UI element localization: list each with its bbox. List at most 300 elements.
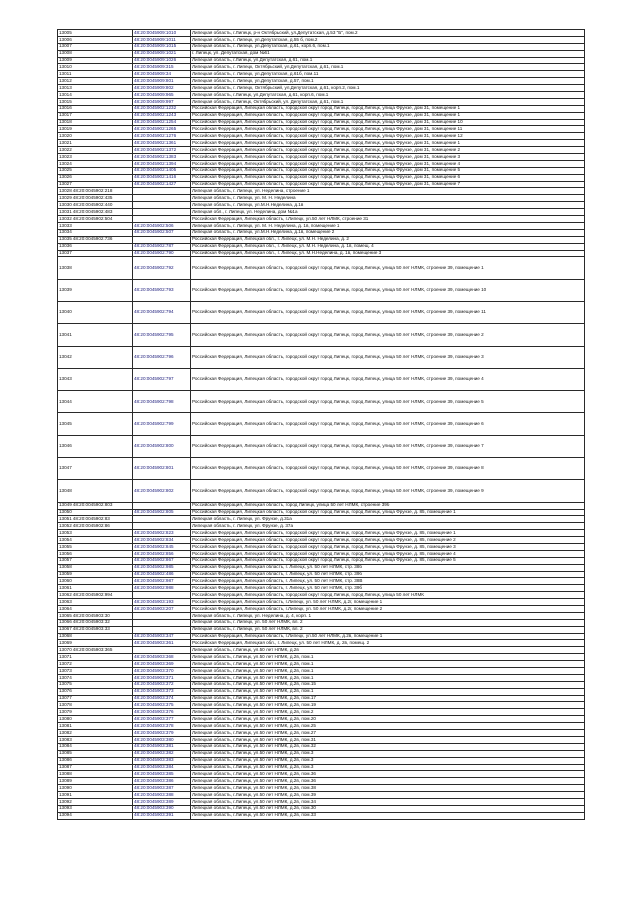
address-cell: Российская Федерация, Липецкая область, городской округ город Липецк, город Липецк, улица 50 лет НЛМК, строение 39, помещение 1 <box>191 257 585 279</box>
record-number: 13067 <box>59 626 72 632</box>
record-cell <box>58 30 133 37</box>
record-cell <box>58 654 133 661</box>
address-cell: Российская Федерация, Липецкая обл., г. Липецк, ул. М.Н. Неделина, д. 2 <box>191 236 585 243</box>
address-cell: Липецкая область, г.Липецк, ул.50 лет НЛМК, д.2в, пом.38 <box>191 785 585 792</box>
premises-cadastral-number: 48:20:0045903:382 <box>133 750 191 757</box>
table-row <box>58 778 585 785</box>
record-number: 13023 <box>59 153 72 159</box>
premises-cadastral-number: 48:20:0045909:1026 <box>133 57 191 64</box>
premises-cadastral-number: 48:20:0045903:368 <box>133 654 191 661</box>
table-row <box>58 661 585 668</box>
record-cell <box>58 57 133 64</box>
table-row <box>58 57 585 64</box>
address-cell: Липецкая область, г. Липецк, ул. Фрунзе, д.31а <box>191 516 585 523</box>
address-cell: Российская Федерация, Липецкая область, городской округ город Липецк, город Липецк, улица Фрунзе, д. 85, помещение 1 <box>191 530 585 537</box>
premises-cadastral-number: 48:20:0045909:34 <box>133 71 191 78</box>
address-cell: Липецкая область, г. Липецк, ул. 50 лет НЛМК, вл. 2 <box>191 626 585 633</box>
table-row <box>58 626 585 633</box>
record-number: 13051 <box>59 516 72 522</box>
address-cell: Российская Федерация, Липецкая область, городской округ город Липецк, город Липецк, улица Фрунзе, дом 31, помещение 6 <box>191 174 585 181</box>
record-number: 13071 <box>59 653 72 659</box>
address-cell: Липецкая область, г.Липецк, ул.50 лет НЛМК, д.2в, пом.39 <box>191 792 585 799</box>
table-row <box>58 195 585 202</box>
premises-cadastral-number: 48:20:0045902:796 <box>133 346 191 368</box>
table-row <box>58 702 585 709</box>
record-cell <box>58 250 133 257</box>
record-cell <box>58 523 133 530</box>
record-cell <box>58 530 133 537</box>
table-row <box>58 757 585 764</box>
record-cell <box>58 647 133 654</box>
record-cell <box>58 792 133 799</box>
record-number: 13090 <box>59 784 72 790</box>
building-cadastral-number: 48:20:0045902:483 <box>72 208 113 214</box>
table-row <box>58 105 585 112</box>
premises-cadastral-number: 48:20:0045903:207 <box>133 606 191 613</box>
record-number: 13006 <box>59 36 72 42</box>
record-cell <box>58 785 133 792</box>
record-cell <box>58 571 133 578</box>
table-row <box>58 140 585 147</box>
record-cell <box>58 695 133 702</box>
address-cell: Российская Федерация, Липецкая область, городской округ город Липецк, город Липецк, улица 50 лет НЛМК, строение 39, помещение 9 <box>191 480 585 502</box>
record-cell <box>58 509 133 516</box>
record-number: 13065 <box>59 612 72 618</box>
record-cell <box>58 279 133 301</box>
record-cell <box>58 126 133 133</box>
record-cell <box>58 771 133 778</box>
record-cell <box>58 112 133 119</box>
address-cell: Липецкая область, г.Липецк, ул.50 лет НЛМК, д.2в, пом.27 <box>191 730 585 737</box>
premises-cadastral-number: 48:20:0045902:794 <box>133 301 191 323</box>
table-row <box>58 785 585 792</box>
record-cell <box>58 640 133 647</box>
registry-table-body <box>58 30 585 820</box>
record-cell <box>58 716 133 723</box>
table-row <box>58 619 585 626</box>
address-cell: Российская Федерация, Липецкая область, г. Липецк, ул. 50 лет НЛМК, стр. 39б <box>191 585 585 592</box>
address-cell: Липецкая область, г.Липецк, ул.50 лет НЛМК, д.2в, пом.2 <box>191 709 585 716</box>
address-cell: Российская Федерация, Липецкая область, городской округ город Липецк, город Липецк, улица Фрунзе, д. 85, помещение 1 <box>191 509 585 516</box>
address-cell: Липецкая обл., г. Липецк, ул. Неделина, дом №1а <box>191 209 585 216</box>
premises-cadastral-number: 48:20:0045902:1254 <box>133 119 191 126</box>
record-cell <box>58 92 133 99</box>
table-row <box>58 805 585 812</box>
record-number: 13013 <box>59 84 72 90</box>
record-number: 13078 <box>59 702 72 708</box>
record-number: 13054 <box>59 536 72 542</box>
record-cell <box>58 585 133 592</box>
premises-cadastral-number <box>133 216 191 223</box>
address-cell: Липецкая область, г.Липецк, ул.50 лет НЛМК, д.2в, пом.36 <box>191 778 585 785</box>
record-number: 13034 <box>59 229 72 235</box>
record-number: 13045 <box>59 420 72 426</box>
record-number: 13052 <box>59 522 72 528</box>
table-row <box>58 257 585 279</box>
record-number: 13044 <box>59 398 72 404</box>
record-cell <box>58 229 133 236</box>
record-number: 13016 <box>59 105 72 111</box>
premises-cadastral-number: 48:20:0045903:375 <box>133 702 191 709</box>
table-row <box>58 502 585 509</box>
record-number: 13055 <box>59 543 72 549</box>
record-cell <box>58 633 133 640</box>
record-number: 13081 <box>59 722 72 728</box>
address-cell: Российская Федерация, Липецкая область, городской округ город Липецк, город Липецк, улица Фрунзе, дом 31, помещение 7 <box>191 181 585 188</box>
premises-cadastral-number: 48:20:0045903:381 <box>133 743 191 750</box>
address-cell: Российская Федерация, Липецкая область, городской округ город Липецк, город Липецк, улица 50 лет НЛМК, строение 39, помещение 4 <box>191 368 585 390</box>
record-cell <box>58 50 133 57</box>
premises-cadastral-number: 48:20:0045903:371 <box>133 674 191 681</box>
address-cell: Липецкая область, г.Липецк, ул.50 лет НЛМК, д.2в, пом.1 <box>191 661 585 668</box>
table-row <box>58 592 585 599</box>
table-row <box>58 798 585 805</box>
premises-cadastral-number: 48:20:0045902:1243 <box>133 112 191 119</box>
table-row <box>58 202 585 209</box>
address-cell: г. Липецк, ул. Депутатская, дом №61 <box>191 50 585 57</box>
table-row <box>58 730 585 737</box>
table-row <box>58 71 585 78</box>
record-number: 13014 <box>59 91 72 97</box>
table-row <box>58 413 585 435</box>
premises-cadastral-number: 48:20:0045909:997 <box>133 98 191 105</box>
record-number: 13035 <box>59 236 72 242</box>
address-cell: Российская Федерация, Липецкая область, городской округ город Липецк, город Липецк, улица Фрунзе, дом 31, помещение 12 <box>191 133 585 140</box>
record-cell <box>58 346 133 368</box>
premises-cadastral-number: 48:20:0045902:1372 <box>133 147 191 154</box>
record-number: 13010 <box>59 64 72 70</box>
record-number: 13086 <box>59 757 72 763</box>
premises-cadastral-number: 48:20:0045903:361 <box>133 640 191 647</box>
record-number: 13043 <box>59 376 72 382</box>
record-number: 13032 <box>59 215 72 221</box>
record-number: 13061 <box>59 584 72 590</box>
record-cell <box>58 564 133 571</box>
table-row <box>58 812 585 819</box>
premises-cadastral-number: 48:20:0045902:787 <box>133 243 191 250</box>
record-cell <box>58 502 133 509</box>
address-cell: Российская Федерация, Липецкая область, город Липецк, улица 50 лет НЛМК, строение 39б <box>191 502 585 509</box>
address-cell: Российская Федерация, Липецкая область, г. Липецк, ул. 50 лет НЛМК, стр. 38В <box>191 578 585 585</box>
record-cell <box>58 619 133 626</box>
record-number: 13027 <box>59 181 72 187</box>
premises-cadastral-number: 48:20:0045903:389 <box>133 798 191 805</box>
table-row <box>58 606 585 613</box>
address-cell: Российская Федерация, Липецкая область, г.Липецк, ул.50 лет НЛМК, строение 31 <box>191 216 585 223</box>
record-cell <box>58 537 133 544</box>
building-cadastral-number: 48:20:0045903:365 <box>72 647 113 652</box>
table-row <box>58 736 585 743</box>
address-cell: Липецкая область, г. Липецк, ул. М. Н. Неделина, д. 1в, помещение 1 <box>191 222 585 229</box>
table-row <box>58 229 585 236</box>
table-row <box>58 633 585 640</box>
record-number: 13089 <box>59 777 72 783</box>
premises-cadastral-number: 48:20:0045902:1416 <box>133 174 191 181</box>
record-number: 13011 <box>59 70 72 76</box>
premises-cadastral-number <box>133 502 191 509</box>
address-cell: Российская Федерация, Липецкая область, городской округ город Липецк, город Липецк, улица Фрунзе, дом 31, помещение 11 <box>191 126 585 133</box>
premises-cadastral-number <box>133 647 191 654</box>
record-cell <box>58 730 133 737</box>
record-cell <box>58 119 133 126</box>
record-cell <box>58 612 133 619</box>
record-number: 13012 <box>59 77 72 83</box>
address-cell: Российская Федерация, Липецкая область, городской округ город Липецк, город Липецк, улица Фрунзе, дом 31, помещение 10 <box>191 119 585 126</box>
premises-cadastral-number: 48:20:0045903:369 <box>133 661 191 668</box>
building-cadastral-number: 48:20:0045902:736 <box>72 236 113 242</box>
premises-cadastral-number: 48:20:0045902:805 <box>133 509 191 516</box>
record-number: 13019 <box>59 126 72 132</box>
premises-cadastral-number: 48:20:0045902:856 <box>133 550 191 557</box>
table-row <box>58 647 585 654</box>
premises-cadastral-number: 48:20:0045903:384 <box>133 764 191 771</box>
record-number: 13007 <box>59 43 72 49</box>
table-row <box>58 578 585 585</box>
table-row <box>58 640 585 647</box>
table-row <box>58 64 585 71</box>
premises-cadastral-number: 48:20:0045903:391 <box>133 812 191 819</box>
record-cell <box>58 661 133 668</box>
record-cell <box>58 480 133 502</box>
table-row <box>58 133 585 140</box>
record-number: 13059 <box>59 571 72 577</box>
address-cell: Липецкая область, г.Липецк, ул.Депутатская, д.61, пом.1 <box>191 57 585 64</box>
record-number: 13008 <box>59 50 72 56</box>
table-row <box>58 92 585 99</box>
premises-cadastral-number: 48:20:0045909:802 <box>133 85 191 92</box>
premises-cadastral-number: 48:20:0045902:985 <box>133 564 191 571</box>
table-row <box>58 160 585 167</box>
address-cell: Липецкая область, г.Липецк, ул.50 лет НЛМК, д.2в, пом.31 <box>191 736 585 743</box>
record-cell <box>58 236 133 243</box>
table-row <box>58 174 585 181</box>
record-number: 13009 <box>59 57 72 63</box>
record-cell <box>58 324 133 346</box>
table-row <box>58 564 585 571</box>
record-cell <box>58 668 133 675</box>
table-row <box>58 716 585 723</box>
record-number: 13088 <box>59 771 72 777</box>
record-number: 13033 <box>59 222 72 228</box>
record-cell <box>58 413 133 435</box>
address-cell: Российская Федерация, Липецкая область, г. Липецк, ул. 50 лет НЛМК, стр. 38б <box>191 564 585 571</box>
record-cell <box>58 688 133 695</box>
address-cell: Липецкая область, г. Липецк, ул.Депутатская, д.55 б, пом.2 <box>191 36 585 43</box>
table-row <box>58 585 585 592</box>
record-number: 13049 <box>59 502 72 508</box>
table-row <box>58 126 585 133</box>
record-cell <box>58 578 133 585</box>
premises-cadastral-number <box>133 202 191 209</box>
record-cell <box>58 743 133 750</box>
premises-cadastral-number: 48:20:0045903:370 <box>133 668 191 675</box>
record-number: 13028 <box>59 188 72 194</box>
premises-cadastral-number: 48:20:0045902:987 <box>133 578 191 585</box>
record-cell <box>58 723 133 730</box>
record-cell <box>58 757 133 764</box>
address-cell: Липецкая область, г.Липецк, ул.50 лет НЛМК, д.2в, пом.1 <box>191 668 585 675</box>
premises-cadastral-number: 48:20:0045902:506 <box>133 222 191 229</box>
table-row <box>58 188 585 195</box>
record-cell <box>58 764 133 771</box>
premises-cadastral-number: 48:20:0045909:1015 <box>133 43 191 50</box>
table-row <box>58 391 585 413</box>
address-cell: Липецкая область, г. Липецк, ул. Неделина, строение 1 <box>191 188 585 195</box>
address-cell: Липецкая область, г.Липецк, ул.50 лет НЛМК, д.2в, пом.3 <box>191 757 585 764</box>
table-row <box>58 222 585 229</box>
address-cell: Российская Федерация, Липецкая область, городской округ город Липецк, город Липецк, улица Фрунзе, дом 31, помещение 1 <box>191 140 585 147</box>
premises-cadastral-number: 48:20:0045902:1405 <box>133 167 191 174</box>
address-cell: Российская Федерация, Липецкая область, городской округ город Липецк, город Липецк, улица 50 лет НЛМК, строение 39, помещение 11 <box>191 301 585 323</box>
record-number: 13087 <box>59 764 72 770</box>
table-row <box>58 550 585 557</box>
record-number: 13062 <box>59 591 72 597</box>
record-number: 13085 <box>59 750 72 756</box>
table-row <box>58 681 585 688</box>
record-cell <box>58 798 133 805</box>
record-number: 13025 <box>59 167 72 173</box>
address-cell: Российская Федерация, Липецкая обл., г. Липецк, ул. М.Н.Неделина, д. 1в, помещение 3 <box>191 250 585 257</box>
record-cell <box>58 216 133 223</box>
record-cell <box>58 243 133 250</box>
record-cell <box>58 516 133 523</box>
record-number: 13058 <box>59 564 72 570</box>
premises-cadastral-number: 48:20:0045903:380 <box>133 736 191 743</box>
address-cell: Российская Федерация, Липецкая область, городской округ город Липецк, город Липецк, улица Фрунзе, дом 31, помещение 4 <box>191 160 585 167</box>
premises-cadastral-number <box>133 619 191 626</box>
premises-cadastral-number <box>133 188 191 195</box>
premises-cadastral-number: 48:20:0045902:834 <box>133 537 191 544</box>
record-cell <box>58 592 133 599</box>
record-number: 13036 <box>59 243 72 249</box>
building-cadastral-number: 48:20:0045903:33 <box>72 626 110 632</box>
record-cell <box>58 36 133 43</box>
address-cell: Российская Федерация, Липецкая область, городской округ город Липецк, город Липецк, улица Фрунзе, дом 31, помещение 3 <box>191 154 585 161</box>
address-cell: Липецкая область, г. Липецк, ул. 50 лет НЛМК, вл. 2 <box>191 619 585 626</box>
record-cell <box>58 78 133 85</box>
address-cell: Липецкая область, г.Липецк, ул.50 лет НЛМК, д.2в, пом.36 <box>191 771 585 778</box>
table-row <box>58 695 585 702</box>
address-cell: Липецкая область, г.Липецк, р-н Октябрьский, ул.Депутатская, д.53 "Б", пом.2 <box>191 30 585 37</box>
record-cell <box>58 188 133 195</box>
record-cell <box>58 43 133 50</box>
address-cell: Российская Федерация, Липецкая область, городской округ город Липецк, город Липецк, улица Фрунзе, д. 85, помещение 3 <box>191 544 585 551</box>
table-row <box>58 98 585 105</box>
record-number: 13094 <box>59 812 72 818</box>
building-cadastral-number: 48:20:0045902:86 <box>72 522 110 528</box>
record-cell <box>58 85 133 92</box>
record-number: 13056 <box>59 550 72 556</box>
record-cell <box>58 147 133 154</box>
table-row <box>58 346 585 368</box>
address-cell: Российская Федерация, Липецкая область, г.Липецк, ул.50 лет НЛМК, д.2в, помещение 1 <box>191 633 585 640</box>
record-number: 13015 <box>59 98 72 104</box>
address-cell: Липецкая область, г. Липецк, ул.Депутатская, д.57, пом.1 <box>191 78 585 85</box>
premises-cadastral-number: 48:20:0045902:793 <box>133 279 191 301</box>
record-number: 13075 <box>59 681 72 687</box>
premises-cadastral-number: 48:20:0045902:1361 <box>133 140 191 147</box>
table-row <box>58 544 585 551</box>
record-number: 13084 <box>59 743 72 749</box>
table-row <box>58 243 585 250</box>
premises-cadastral-number: 48:20:0045909:315 <box>133 64 191 71</box>
record-number: 13057 <box>59 557 72 563</box>
table-row <box>58 599 585 606</box>
address-cell: Липецкая область, г. Липецк, ул.Депутатская, д.61б, пом.11 <box>191 71 585 78</box>
building-cadastral-number: 48:20:0045902:435 <box>72 195 113 201</box>
premises-cadastral-number <box>133 236 191 243</box>
record-number: 13076 <box>59 688 72 694</box>
table-row <box>58 236 585 243</box>
address-cell: Липецкая область, г. Липецк, ул.М.Н.Неделина, д.1в <box>191 202 585 209</box>
address-cell: Липецкая область, г.Липецк, ул.50 лет НЛМК, д.2в, пом.17 <box>191 695 585 702</box>
record-number: 13069 <box>59 640 72 646</box>
record-cell <box>58 736 133 743</box>
record-cell <box>58 812 133 819</box>
record-cell <box>58 64 133 71</box>
record-number: 13046 <box>59 443 72 449</box>
record-number: 13064 <box>59 605 72 611</box>
building-cadastral-number: 48:20:0045902:803 <box>72 502 113 508</box>
premises-cadastral-number: 48:20:0045902:790 <box>133 250 191 257</box>
record-number: 13020 <box>59 133 72 138</box>
building-cadastral-number: 48:20:0045902:440 <box>72 201 113 207</box>
premises-cadastral-number <box>133 195 191 202</box>
record-number: 13053 <box>59 529 72 535</box>
record-number: 13083 <box>59 736 72 742</box>
premises-cadastral-number: 48:20:0045902:802 <box>133 480 191 502</box>
address-cell: Российская Федерация, Липецкая обл., г. Липецк, ул. М.Н. Неделина, д. 1в, помещ. 4 <box>191 243 585 250</box>
premises-cadastral-number: 48:20:0045903:347 <box>133 633 191 640</box>
table-row <box>58 50 585 57</box>
record-cell <box>58 195 133 202</box>
table-row <box>58 368 585 390</box>
premises-cadastral-number: 48:20:0045903:383 <box>133 757 191 764</box>
address-cell: Липецкая область, г.Липецк, ул.50 лет НЛМК, д.2в, пом.15 <box>191 681 585 688</box>
table-row <box>58 209 585 216</box>
record-number: 13029 <box>59 195 72 201</box>
record-number: 13038 <box>59 264 72 270</box>
premises-cadastral-number: 48:20:0045903:373 <box>133 688 191 695</box>
record-number: 13050 <box>59 509 72 515</box>
record-number: 13030 <box>59 201 72 207</box>
address-cell: Липецкая область, г.Липецк, ул.50 лет НЛМК, д.2в, пом.25 <box>191 723 585 730</box>
record-cell <box>58 202 133 209</box>
premises-cadastral-number: 48:20:0045903:390 <box>133 805 191 812</box>
address-cell: Российская Федерация, Липецкая область, городской округ город Липецк, город Липецк, улица Фрунзе, дом 31, помещение 5 <box>191 167 585 174</box>
premises-cadastral-number: 48:20:0045902:1383 <box>133 154 191 161</box>
premises-cadastral-number: 48:20:0045902:1427 <box>133 181 191 188</box>
record-cell <box>58 209 133 216</box>
address-cell: Российская Федерация, Липецкая область, г.Липецк, ул. 50 лет НЛМК, д.2г, помещение 2 <box>191 606 585 613</box>
record-cell <box>58 709 133 716</box>
table-row <box>58 668 585 675</box>
table-row <box>58 723 585 730</box>
address-cell: Липецкая область, г.Липецк, ул.50 лет НЛМК, д.2в, пом.20 <box>191 716 585 723</box>
premises-cadastral-number: 48:20:0045902:1394 <box>133 160 191 167</box>
record-cell <box>58 681 133 688</box>
premises-cadastral-number: 48:20:0045902:988 <box>133 585 191 592</box>
record-number: 13072 <box>59 660 72 666</box>
address-cell: Российская Федерация, Липецкая область, городской округ город Липецк, город Липецк, улица 50 лет НЛМК, строение 39, помещение 2 <box>191 324 585 346</box>
record-number: 13026 <box>59 174 72 180</box>
address-cell: Российская Федерация, Липецкая область, городской округ город Липецк, город Липецк, улица 50 лет НЛМК, строение 39, помещение 3 <box>191 346 585 368</box>
record-cell <box>58 98 133 105</box>
record-number: 13018 <box>59 119 72 125</box>
record-cell <box>58 181 133 188</box>
address-cell: Липецкая область, г.Липецк, ул.50 лет НЛМК, д.2в, пом.19 <box>191 702 585 709</box>
record-number: 13068 <box>59 633 72 639</box>
